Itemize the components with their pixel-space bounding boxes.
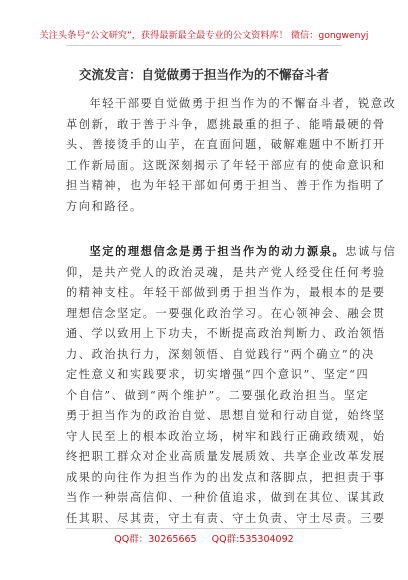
paragraph-line: 通、学以致用上下功夫，不断提高政治判断力、政治领悟 bbox=[66, 327, 386, 340]
paragraph-line: 担当精神，也为年轻干部如何勇于担当、善于作为指明了 bbox=[66, 179, 386, 192]
paragraph-line: 任其职、尽其责，守土有责、守土负责、守土尽责。三要 bbox=[66, 511, 386, 525]
footer-qq-group-2: QQ群:535304092 bbox=[211, 534, 294, 545]
header-banner: 关注头条号“公文研究”，获得最新最全最专业的公文资料库！ 微信：gongwenyj bbox=[39, 30, 369, 41]
paragraph-line: 理想信念坚定。一要强化政治学习。在心领神会、融会贯 bbox=[66, 306, 386, 320]
paragraph-line: 成果的向往作为担当作为的出发点和落脚点，把担责于事 bbox=[66, 470, 386, 484]
paragraph-line: 力、政治执行力，深刻领悟、自觉践行“两个确立”的决 bbox=[66, 347, 375, 361]
paragraph-first-line bbox=[66, 241, 397, 263]
header-divider bbox=[66, 45, 342, 46]
paragraph-line: 个自信”、做到“两个维护”。二要强化政治担当。坚定 bbox=[66, 388, 370, 402]
paragraph-line: 当作一种崇高信仰、一种价值追求，做到在其位、谋其政 bbox=[66, 491, 386, 504]
paragraph-heading: 坚定的理想信念是勇于担当作为的动力源泉。 bbox=[89, 244, 346, 258]
paragraph-line: 方向和路径。 bbox=[66, 199, 143, 213]
paragraph-line: 终把职工群众对企业高质量发展质效、共享企业改革发展 bbox=[66, 450, 386, 463]
paragraph-line: 的精神支柱。年轻干部做到勇于担当作为，最根本的是要 bbox=[66, 286, 386, 299]
paragraph-line: 勇于担当作为的政治自觉、思想自觉和行动自觉，始终坚 bbox=[66, 409, 386, 422]
paragraph-line: 年轻干部要自觉做勇于担当作为的不懈奋斗者，锐意改 bbox=[89, 97, 397, 110]
paragraph-line: 工作新局面。这既深刻揭示了年轻干部应有的使命意识和 bbox=[66, 158, 386, 172]
paragraph-line: 仰，是共产党人的政治灵魂，是共产党人经受住任何考验 bbox=[66, 265, 386, 279]
paragraph-line: 革创新，敢于善于斗争，愿挑最重的担子、能啃最硬的骨 bbox=[66, 117, 386, 131]
paragraph-line: 守人民至上的根本政治立场，树牢和践行正确政绩观，始 bbox=[66, 429, 386, 443]
paragraph-line: 头、善接烫手的山芋，在直面问题，破解难题中不断打开 bbox=[66, 138, 386, 151]
paragraph-ideals bbox=[66, 241, 397, 529]
document-title: 交流发言：自觉做勇于担当作为的不懈奋斗者 bbox=[78, 67, 329, 82]
paragraph-text: 忠诚与信 bbox=[345, 245, 397, 258]
footer-qq-group-1: QQ群：30265665 bbox=[114, 534, 197, 545]
footer bbox=[0, 534, 408, 546]
footer-divider bbox=[66, 528, 342, 529]
paragraph-intro bbox=[66, 94, 397, 217]
paragraph-line: 定性意义和实践要求，切实增强“四个意识”、坚定“四 bbox=[66, 368, 370, 381]
